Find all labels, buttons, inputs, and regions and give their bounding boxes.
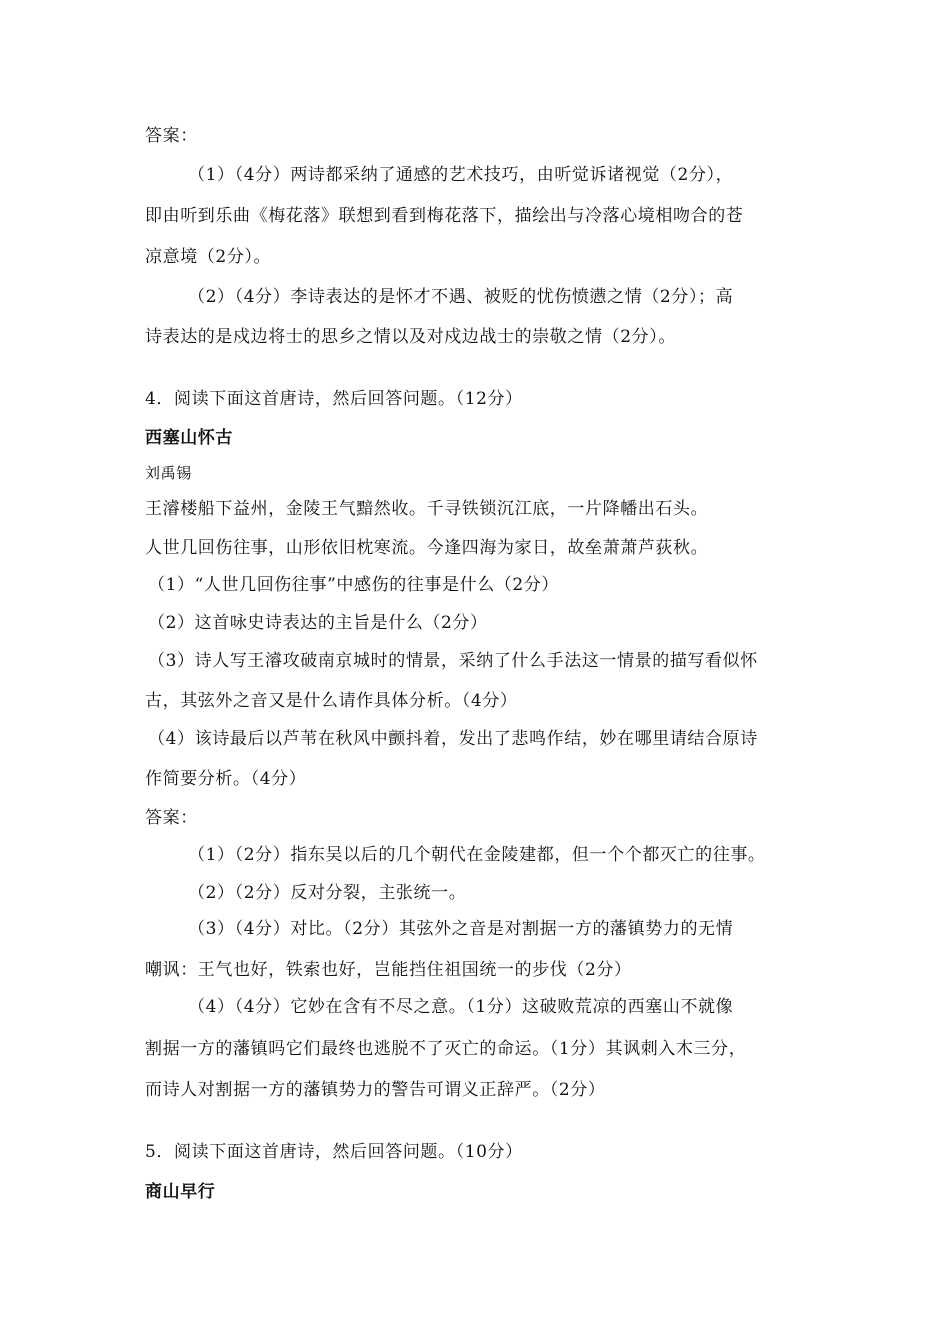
question-heading-4: 4．阅读下面这首唐诗，然后回答问题。（12分） bbox=[145, 389, 523, 409]
answer-line: 嘲讽：王气也好，铁索也好，岂能挡住祖国统一的步伐（2分） bbox=[145, 960, 632, 980]
poem-line: 人世几回伤往事，山形依旧枕寒流。今逢四海为家日，故垒萧萧芦荻秋。 bbox=[145, 538, 709, 558]
answer-line: 割据一方的藩镇吗它们最终也逃脱不了灭亡的命运。（1分）其讽刺入木三分， bbox=[145, 1039, 747, 1059]
answer-label: 答案： bbox=[145, 808, 198, 828]
answer-line: 凉意境（2分）。 bbox=[145, 247, 272, 267]
answer-line: （4）（4分）它妙在含有不尽之意。（1分）这破败荒凉的西塞山不就像 bbox=[188, 997, 734, 1017]
question-item: （3）诗人写王濬攻破南京城时的情景，采纳了什么手法这一情景的描写看似怀 bbox=[148, 651, 758, 671]
poem-title: 商山早行 bbox=[145, 1182, 216, 1202]
answer-line: （2）（4分）李诗表达的是怀才不遇、被贬的忧伤愤懑之情（2分）；高 bbox=[188, 287, 734, 307]
question-item: （1）“人世几回伤往事”中感伤的往事是什么（2分） bbox=[148, 575, 560, 595]
answer-line: 即由听到乐曲《梅花落》联想到看到梅花落下，描绘出与冷落心境相吻合的苍 bbox=[145, 206, 744, 226]
answer-line: 而诗人对割据一方的藩镇势力的警告可谓义正辞严。（2分） bbox=[145, 1080, 606, 1100]
question-item: （4）该诗最后以芦苇在秋风中颤抖着，发出了悲鸣作结，妙在哪里请结合原诗 bbox=[148, 729, 758, 749]
question-item: （2）这首咏史诗表达的主旨是什么（2分） bbox=[148, 613, 488, 633]
answer-label: 答案： bbox=[145, 126, 198, 146]
answer-line: （1）（4分）两诗都采纳了通感的艺术技巧，由听觉诉诸视觉（2分）， bbox=[188, 165, 734, 185]
answer-line: 诗表达的是戍边将士的思乡之情以及对戍边战士的崇敬之情（2分）。 bbox=[145, 327, 676, 347]
poem-line: 王濬楼船下益州，金陵王气黯然收。千寻铁锁沉江底，一片降幡出石头。 bbox=[145, 499, 709, 519]
answer-line: （2）（2分）反对分裂，主张统一。 bbox=[188, 883, 467, 903]
answer-line: （1）（2分）指东吴以后的几个朝代在金陵建都，但一个个都灭亡的往事。 bbox=[188, 845, 766, 865]
poet-name: 刘禹锡 bbox=[145, 464, 192, 482]
question-item: 作简要分析。（4分） bbox=[145, 769, 307, 789]
question-item: 古，其弦外之音又是什么请作具体分析。（4分） bbox=[145, 691, 518, 711]
poem-title: 西塞山怀古 bbox=[145, 428, 233, 448]
answer-line: （3）（4分）对比。（2分）其弦外之音是对割据一方的藩镇势力的无情 bbox=[188, 919, 734, 939]
question-heading-5: 5．阅读下面这首唐诗，然后回答问题。（10分） bbox=[145, 1142, 523, 1162]
